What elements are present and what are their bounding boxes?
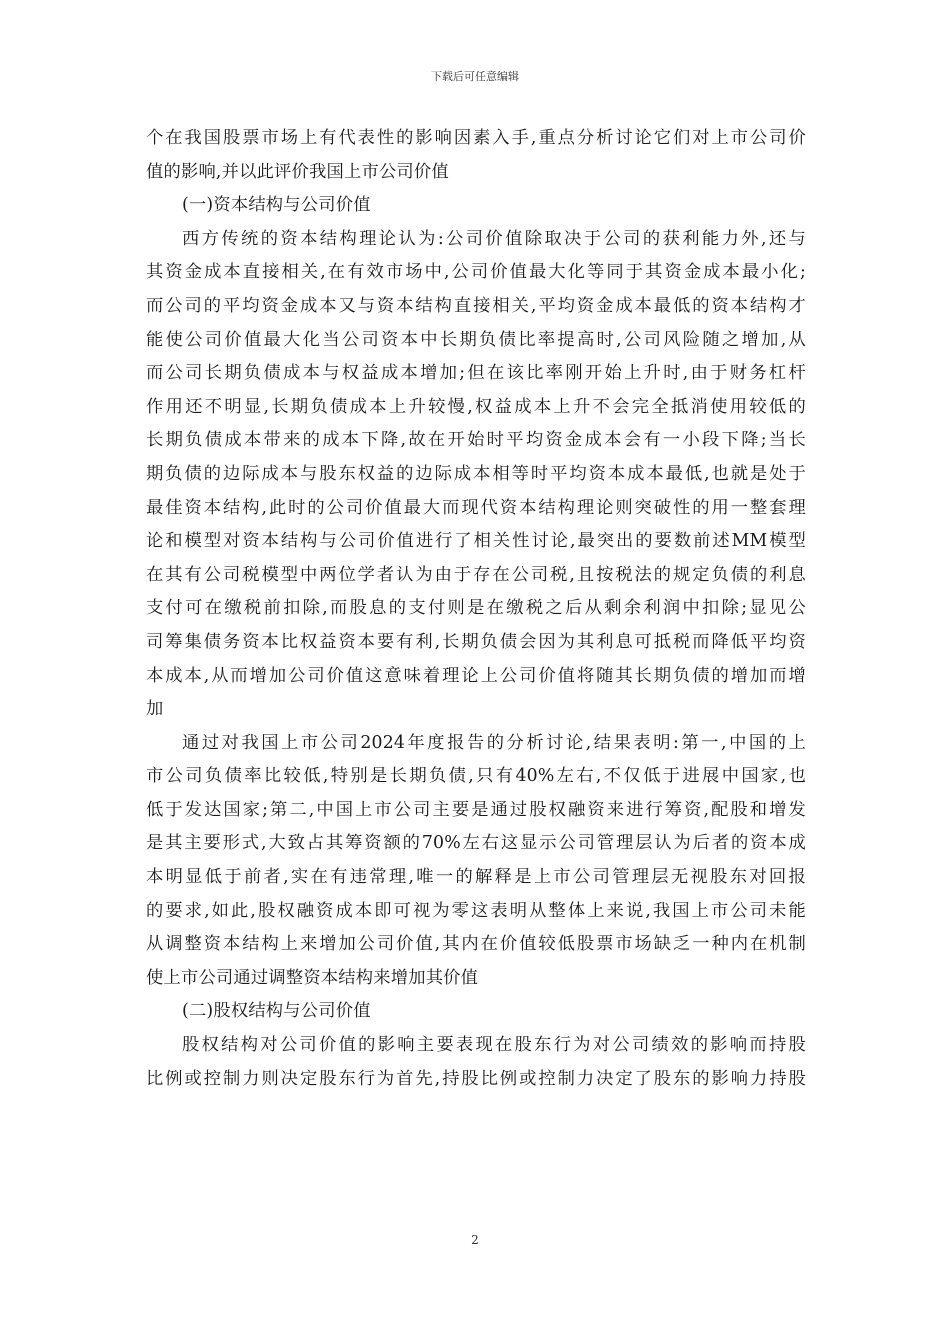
text-line: 是其主要形式,大致占其筹资额的70%左右这显示公司管理层认为后者的资本成	[146, 833, 806, 854]
text-line: 西方传统的资本结构理论认为:公司价值除取决于公司的获利能力外,还与	[182, 228, 806, 249]
text-line: 值的影响,并以此评价我国上市公司价值	[146, 161, 449, 182]
text-line: 股权结构对公司价值的影响主要表现在股东行为对公司绩效的影响而持股	[182, 1035, 806, 1056]
document-body	[146, 122, 806, 1096]
text-line: 市公司负债率比较低,特别是长期负债,只有40%左右,不仅低于进展中国家,也	[146, 766, 806, 787]
text-line: 而公司的平均资金成本又与资本结构直接相关,平均资金成本最低的资本结构才	[146, 295, 806, 316]
text-line: 低于发达国家;第二,中国上市公司主要是通过股权融资来进行筹资,配股和增发	[146, 799, 806, 820]
text-line: 司筹集债务资本比权益资本要有利,长期负债会因为其利息可抵税而降低平均资	[146, 631, 806, 652]
text-line: 期负债的边际成本与股东权益的边际成本相等时平均资本成本最低,也就是处于	[146, 463, 806, 484]
text-line: 支付可在缴税前扣除,而股息的支付则是在缴税之后从剩余利润中扣除;显见公	[146, 598, 806, 619]
text-line: 的要求,如此,股权融资成本即可视为零这表明从整体上来说,我国上市公司未能	[146, 900, 806, 921]
page-header: 下载后可任意编辑	[431, 70, 519, 83]
text-line: 作用还不明显,长期负债成本上升较慢,权益成本上升不会完全抵消使用较低的	[146, 396, 806, 417]
text-line: 论和模型对资本结构与公司价值进行了相关性讨论,最突出的要数前述MM模型	[146, 531, 806, 552]
text-line: 在其有公司税模型中两位学者认为由于存在公司税,且按税法的规定负债的利息	[146, 564, 806, 585]
text-line: 比例或控制力则决定股东行为首先,持股比例或控制力决定了股东的影响力持股	[146, 1068, 806, 1089]
text-line: 最佳资本结构,此时的公司价值最大而现代资本结构理论则突破性的用一整套理	[146, 497, 806, 518]
text-line: 本成本,从而增加公司价值这意味着理论上公司价值将随其长期负债的增加而增	[146, 665, 806, 686]
text-line: 能使公司价值最大化当公司资本中长期负债比率提高时,公司风险随之增加,从	[146, 329, 806, 350]
text-line: 使上市公司通过调整资本结构来增加其价值	[146, 967, 479, 988]
text-line: 通过对我国上市公司2024年度报告的分析讨论,结果表明:第一,中国的上	[182, 732, 806, 753]
text-line: 而公司长期负债成本与权益成本增加;但在该比率刚开始上升时,由于财务杠杆	[146, 363, 806, 384]
text-line: 本明显低于前者,实在有违常理,唯一的解释是上市公司管理层无视股东对回报	[146, 867, 806, 888]
section-heading: (二)股权结构与公司价值	[182, 1001, 371, 1022]
text-line: 从调整资本结构上来增加公司价值,其内在价值较低股票市场缺乏一种内在机制	[146, 934, 806, 955]
text-line: 长期负债成本带来的成本下降,故在开始时平均资金成本会有一小段下降;当长	[146, 430, 806, 451]
page-number: 2	[471, 1233, 479, 1247]
text-line: 个在我国股票市场上有代表性的影响因素入手,重点分析讨论它们对上市公司价	[146, 128, 806, 148]
text-line: 加	[146, 699, 164, 720]
text-line: 其资金成本直接相关,在有效市场中,公司价值最大化等同于其资金成本最小化;	[146, 262, 806, 283]
section-heading: (一)资本结构与公司价值	[182, 195, 371, 216]
